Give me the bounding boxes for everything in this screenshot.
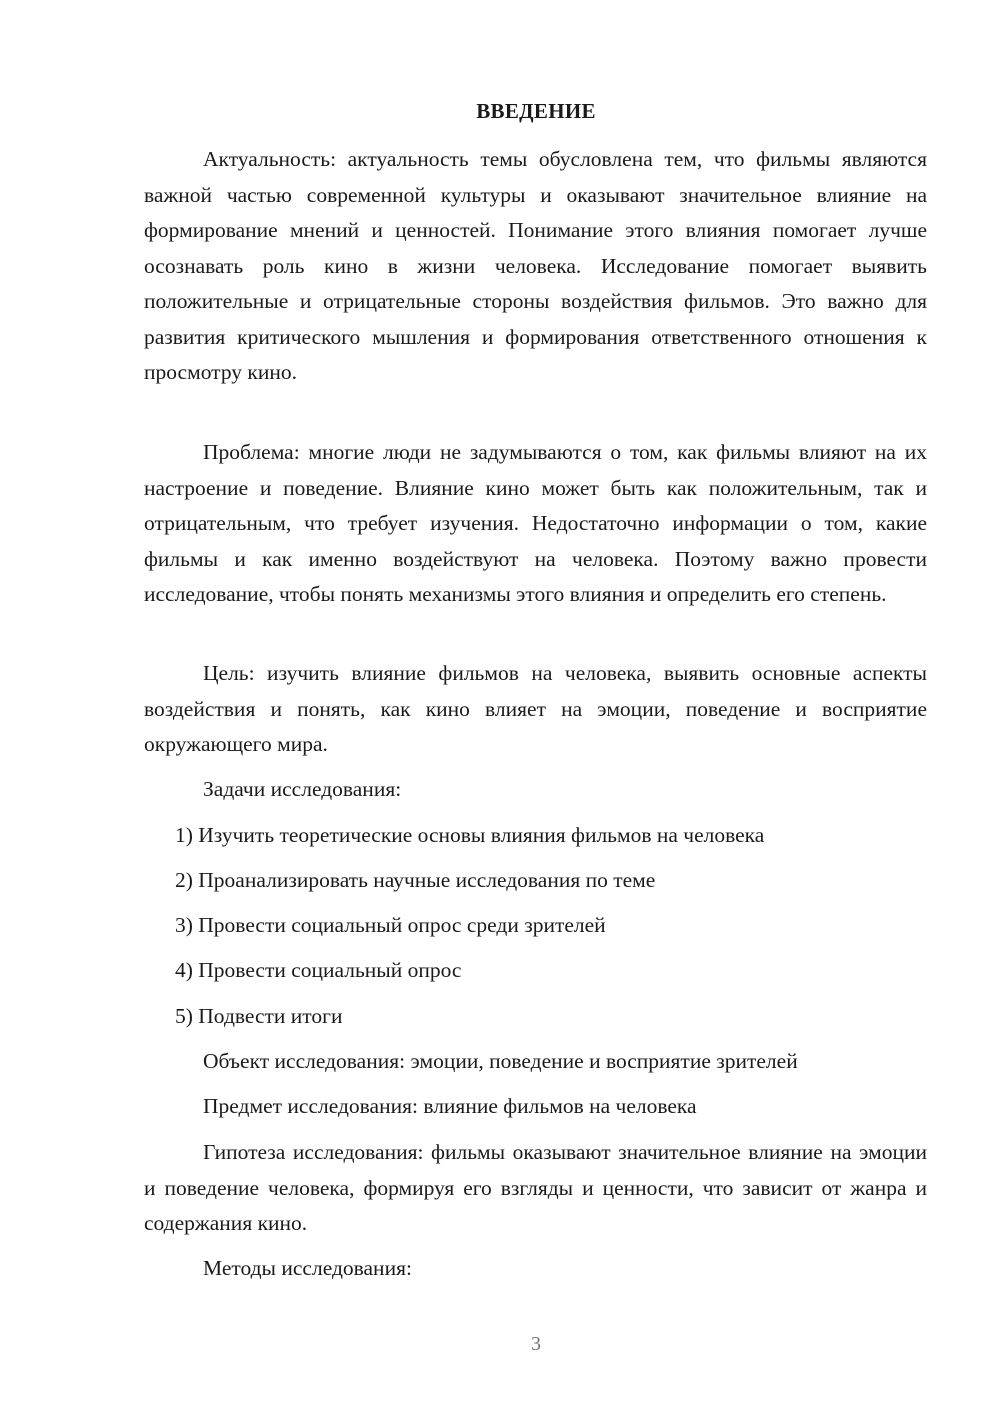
methods-heading: Методы исследования: (203, 1256, 412, 1280)
paragraph-problem: Проблема: многие люди не задумываются о том, как фильмы влияют на их настроение и поведение. Влияние кино может быть как положительным, так и отрицательным, что требует изучения. Недостаточно информации о том, какие фильмы и как именно воздействуют на человека. Поэтому важно провести исследование, чтобы понять механизмы этого влияния и определить его степень. (144, 440, 927, 606)
task-item-3: 3) Провести социальный опрос среди зрителей (175, 913, 606, 937)
section-title: ВВЕДЕНИЕ (476, 99, 596, 123)
paragraph-goal: Цель: изучить влияние фильмов на человека, выявить основные аспекты воздействия и понять, как кино влияет на эмоции, поведение и восприятие окружающего мира. (144, 661, 927, 756)
paragraph-relevance: Актуальность: актуальность темы обусловлена тем, что фильмы являются важной частью современной культуры и оказывают значительное влияние на формирование мнений и ценностей. Понимание этого влияния помогает лучше осознавать роль кино в жизни человека. Исследование помогает выявить положительные и отрицательные стороны воздействия фильмов. Это важно для развития критического мышления и формирования ответственного отношения к просмотру кино. (144, 147, 927, 384)
research-object: Объект исследования: эмоции, поведение и восприятие зрителей (203, 1049, 798, 1073)
task-item-1: 1) Изучить теоретические основы влияния фильмов на человека (175, 823, 765, 847)
task-item-2: 2) Проанализировать научные исследования по теме (175, 868, 656, 892)
page-number: 3 (531, 1333, 541, 1355)
task-item-4: 4) Провести социальный опрос (175, 958, 462, 982)
task-item-5: 5) Подвести итоги (175, 1004, 343, 1028)
research-subject: Предмет исследования: влияние фильмов на человека (203, 1094, 697, 1118)
tasks-heading: Задачи исследования: (203, 777, 402, 801)
paragraph-hypothesis: Гипотеза исследования: фильмы оказывают значительное влияние на эмоции и поведение человека, формируя его взгляды и ценности, что зависит от жанра и содержания кино. (144, 1140, 927, 1235)
